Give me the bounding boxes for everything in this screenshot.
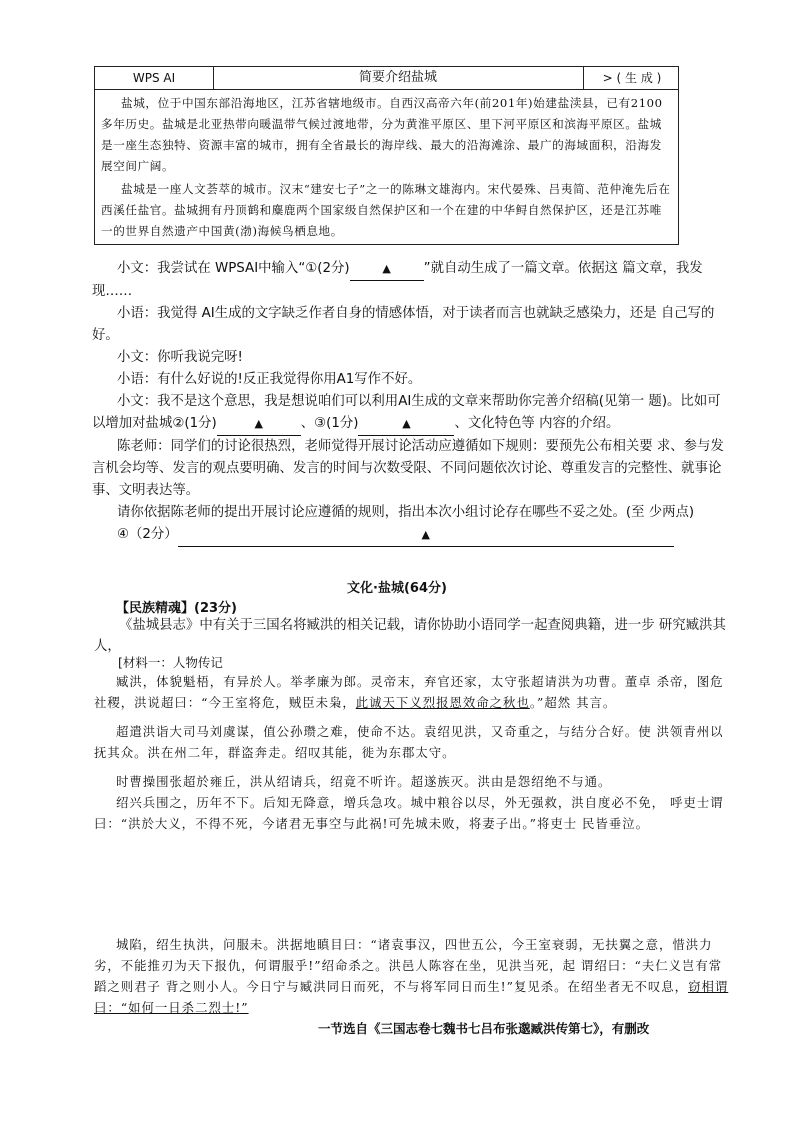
question-4-label: ④（2分） bbox=[117, 527, 178, 542]
section-intro bbox=[94, 615, 726, 657]
classical-text-lower bbox=[94, 934, 730, 1026]
answer-blank-4[interactable] bbox=[178, 524, 674, 547]
intro-text: 《盐城县志》中有关于三国名将臧洪的相关记载，请你协助小语同学一起查阅典籍，进一步 研究臧洪其人， bbox=[94, 618, 726, 654]
dialogue-line-4: 小语：有什么好说的!反正我觉得你用A1写作不好。 bbox=[117, 372, 422, 387]
answer-blank-2[interactable] bbox=[217, 413, 301, 436]
material-label: [材料一：人物传记 bbox=[118, 655, 223, 670]
wps-ai-box bbox=[94, 66, 679, 245]
classical-text-upper bbox=[94, 671, 730, 842]
dialogue-line-6: 陈老师：同学们的讨论很热烈，老师觉得开展讨论活动应遵循如下规则：要预先公布相关要 求、参与发言机会均等、发言的观点要明确、发言的时间与次数受限、不同问题依次讨论、尊重发言的完整性、就事论事、文明表达等。 bbox=[92, 439, 724, 498]
answer-blank-3[interactable] bbox=[358, 413, 454, 436]
dialogue-line-2: 小语：我觉得 AI生成的文字缺乏作者自身的情感体悟，对于读者而言也就缺乏感染力，还是 自己写的好。 bbox=[92, 306, 715, 343]
prompt-input[interactable]: 简要介绍盐城 bbox=[213, 67, 584, 89]
classical-para-4: 绍兴兵围之，历年不下。后知无降意，增兵急攻。城中粮谷以尽，外无强救，洪自度必不免， 呼吏士谓曰：“洪於大义，不得不死，今诸君无事空与此祸!可先城未败，将妻子出。”将吏士 民皆垂泣。 bbox=[94, 795, 724, 831]
dialogue-text: ”就自动生成了一篇文章。依据这 篇文章，我发现…… bbox=[92, 261, 703, 299]
brand-label: WPS AI bbox=[95, 67, 214, 89]
classical-text: 。”超然 其言。 bbox=[529, 695, 617, 710]
dialogue-text: 小文：我尝试在 WPSAI中输入“①(2分) bbox=[117, 261, 350, 276]
blank-mark: ▲ bbox=[254, 417, 263, 430]
classical-text: 臧洪，体貌魁梧，有异於人。举孝廉为郎。灵帝末，弃官还家，太守张超请洪为功曹。董卓 杀帝，图危社稷，洪说超曰：“今王室将危，贼臣未枭， bbox=[94, 674, 724, 710]
blank-mark: ▲ bbox=[402, 417, 411, 430]
dialogue-text: 、③(1分) bbox=[300, 416, 359, 431]
dialogue-line-3: 小文：你听我说完呀! bbox=[117, 350, 243, 365]
box-header bbox=[95, 67, 678, 90]
underlined-sentence: 窃相谓曰：“如何一日杀二烈士!” bbox=[94, 979, 729, 1015]
dialogue-text: 、文化特色等 内容的介绍。 bbox=[454, 416, 620, 431]
classical-para-1 bbox=[94, 671, 730, 713]
answer-blank-1[interactable] bbox=[350, 258, 424, 281]
blank-mark: ▲ bbox=[421, 528, 430, 541]
question-4 bbox=[92, 524, 726, 547]
classical-para-5 bbox=[94, 934, 730, 1018]
classical-para-2: 超遣洪诣大司马刘虞谋，值公孙瓒之难，使命不达。袁绍见洪，又奇重之，与结分合好。使 洪领青州以抚其众。洪在州二年，群盗奔走。绍叹其能，徙为东郡太守。 bbox=[94, 724, 724, 760]
section-subtitle: 【民族精魂】(23分) bbox=[116, 601, 237, 616]
dialogue-text: 小文：我不是这个意思，我是想说咱们可以利用AI生成的文章来帮助你完善介绍稿(见第一 题)。比如可以增加对盐城②(1分) bbox=[92, 394, 721, 431]
source-note: 一节选自《三国志卷七魏书七吕布张邈臧洪传第七》，有删改 bbox=[318, 1021, 650, 1036]
generate-button[interactable]: > ( 生 成 ) bbox=[602, 71, 662, 85]
article-para-2: 盐城是一座人文荟萃的城市。汉末“建安七子”之一的陈琳文雄海内。宋代晏殊、吕夷简、范仲淹先后在西溪任盐官。盐城拥有丹顶鹤和麋鹿两个国家级自然保护区和一个在建的中华鲟自然保护区，还是江苏唯一的世界自然遗产中国黄(渤)海候鸟栖息地。 bbox=[101, 182, 671, 238]
question-prompt: 请你依据陈老师的提出开展讨论应遵循的规则，指出本次小组讨论存在哪些不妥之处。(至 少两点) bbox=[117, 505, 695, 520]
article-para-1: 盐城，位于中国东部沿海地区，江苏省辖地级市。自西汉高帝六年(前201年)始建盐渎县，已有2100多年历史。盐城是北亚热带向暖温带气候过渡地带，分为黄淮平原区、里下河平原区和滨海平原区。盐城是一座生态独特、资源丰富的城市，拥有全省最长的海岸线、最大的沿海滩涂、最广的海域面积，沿海发展空间广阔。 bbox=[101, 96, 663, 173]
blank-mark: ▲ bbox=[382, 262, 391, 275]
dialogue-block bbox=[92, 258, 726, 547]
generated-article bbox=[101, 93, 673, 242]
classical-text: 城陷，绍生执洪，问服未。洪据地瞋目曰：“诸袁事汉，四世五公，今王室衰弱，无扶翼之意，惜洪力劣，不能推刃为天下报仇，何谓服乎!”绍命杀之。洪邑人陈容在坐，见洪当死，起 谓绍曰：“夫仁义岂有常蹈之则君子 背之则小人。今日宁与臧洪同日而死，不与将军同日而生!”复见杀。在绍坐者无不叹息， bbox=[94, 937, 723, 994]
section-title: 文化·盐城(64分) bbox=[347, 581, 447, 596]
dialogue-line-1 bbox=[92, 258, 726, 303]
underlined-sentence: 此诚天下义烈报恩效命之秋也 bbox=[355, 695, 530, 710]
dialogue-line-5 bbox=[92, 391, 726, 436]
classical-para-3: 时曹操围张超於雍丘，洪从绍请兵，绍竟不听许。超遂族灭。洪由是怨绍绝不与通。 bbox=[116, 774, 612, 789]
